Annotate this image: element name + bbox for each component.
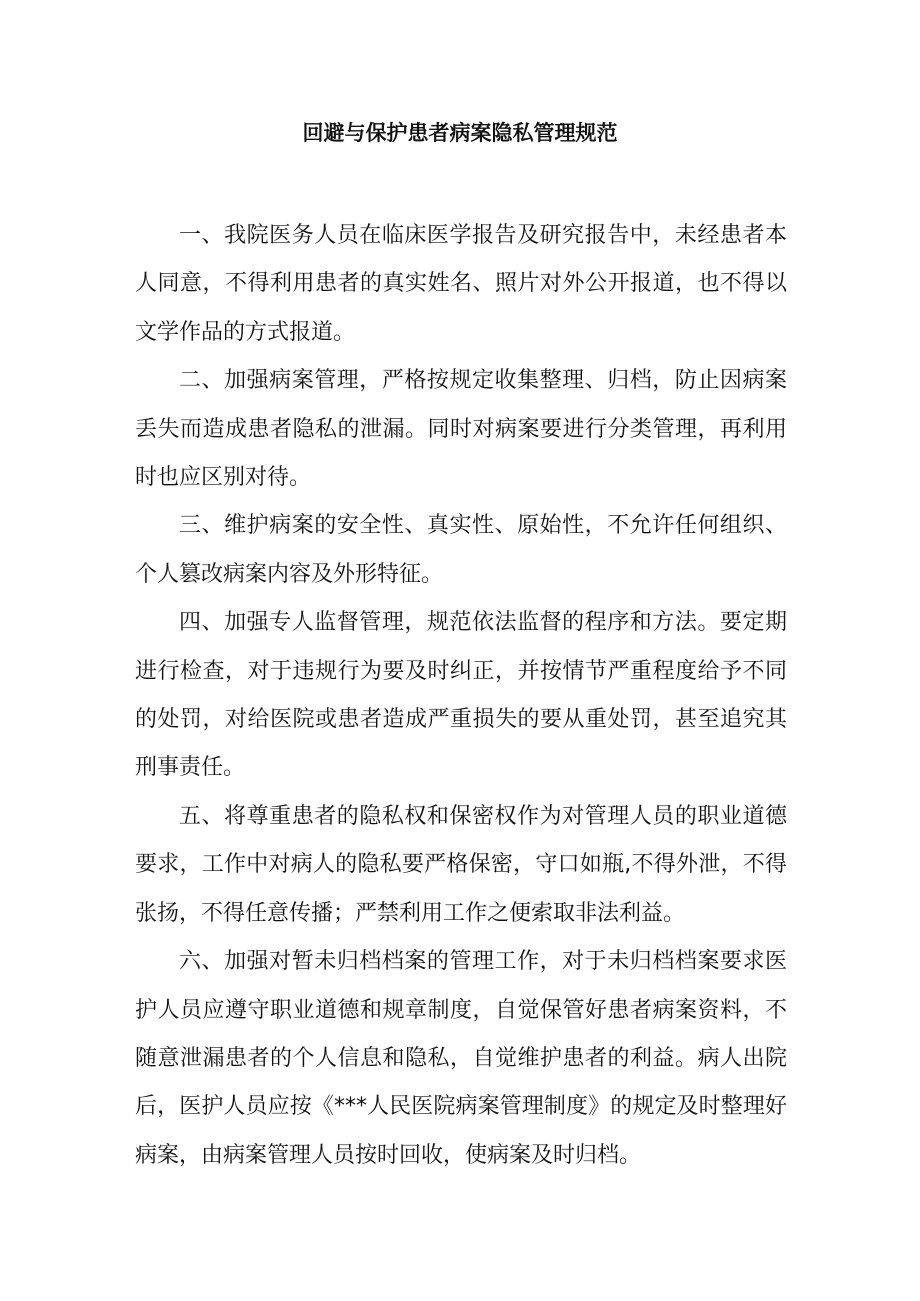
paragraph-1: 一、我院医务人员在临床医学报告及研究报告中，未经患者本人同意，不得利用患者的真实姓名、照片对外公开报道，也不得以文学作品的方式报道。 (135, 223, 787, 345)
paragraph-2: 二、加强病案管理，严格按规定收集整理、归档，防止因病案丢失而造成患者隐私的泄漏。同时对病案要进行分类管理，再利用时也应区别对待。 (135, 368, 787, 491)
paragraph-4: 四、加强专人监督管理，规范依法监督的程序和方法。要定期进行检查，对于违规行为要及时纠正，并按情节严重程度给予不同的处罚，对给医院或患者造成严重损失的要从重处罚，甚至追究其刑事责任。 (135, 610, 787, 781)
paragraph-6: 六、加强对暂未归档档案的管理工作，对于未归档档案要求医护人员应遵守职业道德和规章制度，自觉保管好患者病案资料，不随意泄漏患者的个人信息和隐私，自觉维护患者的利益。病人出院后，医护人员应按《***人民医院病案管理制度》的规定及时整理好病案，由病案管理人员按时回收，使病案及时归档。 (135, 949, 787, 1168)
document-body (135, 212, 787, 1180)
paragraph-3: 三、维护病案的安全性、真实性、原始性，不允许任何组织、个人篡改病案内容及外形特征。 (135, 513, 787, 587)
document-title: 回避与保护患者病案隐私管理规范 (302, 121, 618, 145)
paragraph-5: 五、将尊重患者的隐私权和保密权作为对管理人员的职业道德要求，工作中对病人的隐私要严格保密，守口如瓶,不得外泄，不得张扬，不得任意传播；严禁利用工作之便索取非法利益。 (135, 803, 787, 926)
